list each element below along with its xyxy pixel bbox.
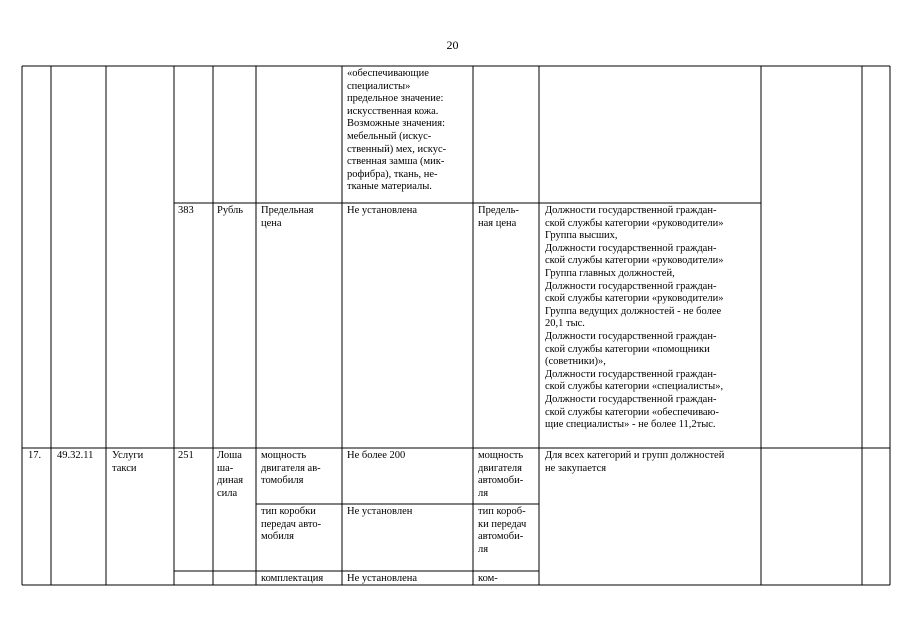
characteristic-name: тип коробки передач авто- мобиля <box>261 506 322 543</box>
characteristic-name-repeat: ком- <box>478 573 498 584</box>
page-number: 20 <box>446 38 459 52</box>
row-17-okpd2-code: 49.32.11 <box>57 450 94 461</box>
price-okei-code: 383 <box>178 205 194 216</box>
row-17-name: Услуги такси <box>112 450 144 474</box>
characteristic-value: Не более 200 <box>347 450 406 461</box>
characteristic-name-repeat: тип короб- ки передач автомоби- ля <box>478 506 527 555</box>
characteristic-name: мощность двигателя ав- томобиля <box>261 450 321 487</box>
continued-characteristic-value: «обеспечивающие специалисты» предельное значение: искусственная кожа. Возможные значения: мебельный (искус- ственный) мех, искус- ственная замша (мик- рофибра), ткань, не- тканые материалы. <box>347 68 447 193</box>
row-17-okei-code: 251 <box>178 450 194 461</box>
characteristic-value: Не установлена <box>347 573 418 584</box>
characteristic-value: Не установлен <box>347 506 413 517</box>
price-unit: Рубль <box>217 205 244 216</box>
characteristic-name-repeat: мощность двигателя автомоби- ля <box>478 450 524 499</box>
row-17-non-procurement-note: Для всех категорий и групп должностей не закупается <box>545 450 725 474</box>
row-17-unit: Лоша ша- диная сила <box>217 450 244 499</box>
price-value: Не установлена <box>347 205 418 216</box>
price-value-by-position: Должности государственной граждан- ской службы категории «руководители» Группа высших, Должности государственной граждан- ской службы категории «руководители» Группа главных должностей, Должности государственной граждан- ской службы категории «руководители» Группа ведущих должностей - не более 20,1 тыс. Должности государственной граждан- ской службы категории «помощники (советники)», Должности государственной граждан- ской службы категории «специалисты», Должности государственной граждан- ской службы категории «обеспечиваю- щие специалисты» - не более 11,2тыс. <box>545 205 724 431</box>
row-17-number: 17. <box>28 450 42 461</box>
characteristic-name: комплектация <box>261 573 324 584</box>
price-characteristic-repeat: Предель- ная цена <box>478 205 519 229</box>
price-characteristic: Предельная цена <box>261 205 314 229</box>
